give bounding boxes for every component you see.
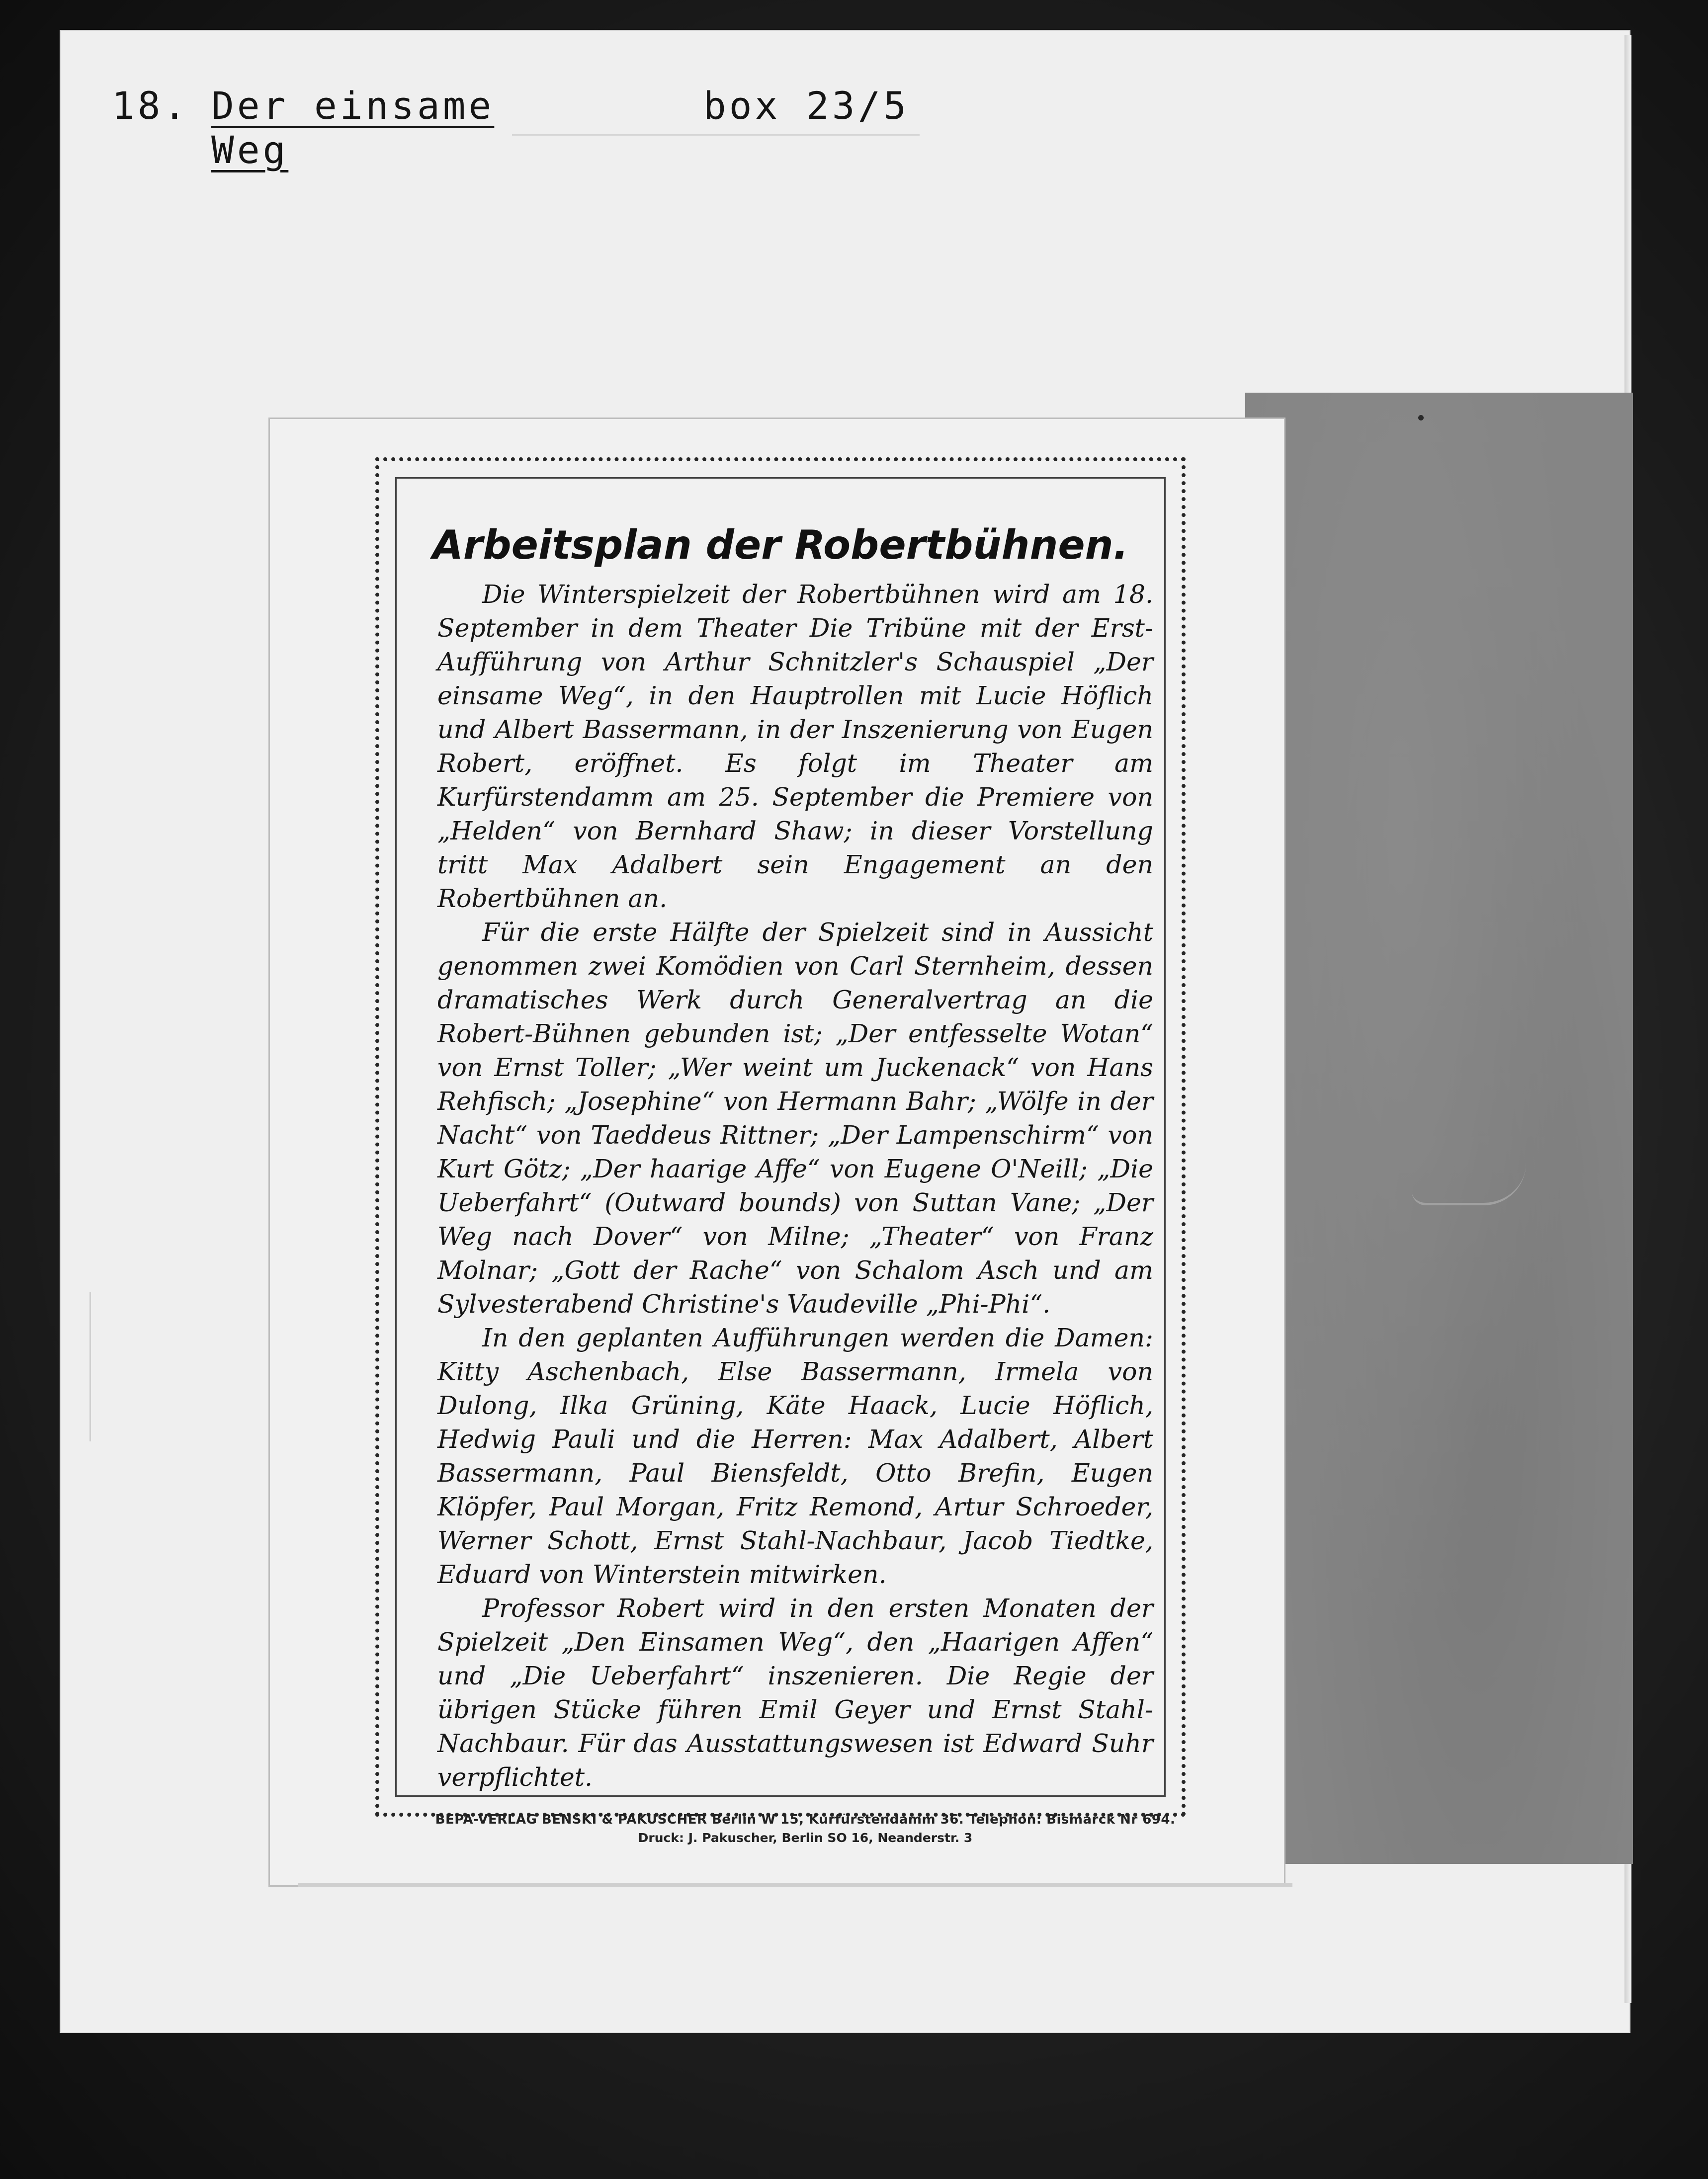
card-number: 18. xyxy=(112,84,189,128)
publisher-imprint xyxy=(408,1810,1203,1847)
leaflet-shadow xyxy=(298,1883,1292,1887)
paragraph-ensemble: In den geplanten Aufführungen werden die Damen: Kitty Aschenbach, Else Bassermann, Irmela von Dulong, Ilka Grüning, Käte Haack, Lucie Höflich, Hedwig Pauli und die Herren: Max Adalbert, Albert Bassermann, Paul Biensfeldt, Otto Brefin, Eugen Klöpfer, Paul Morgan, Fritz Remond, Artur Schroeder, Werner Schott, Ernst Stahl-Nachbaur, Jacob Tiedtke, Eduard von Winterstein mitwirken. xyxy=(437,1323,1153,1589)
paragraph-season-opening: Die Winterspielzeit der Robertbühnen wird am 18. September in dem Theater Die Tribüne mit der Erst-Aufführung von Arthur Schnitzler's Schauspiel „Der einsame Weg“, in den Hauptrollen mit Lucie Höflich und Albert Bassermann, in der Inszenierung von Eugen Robert, eröffnet. Es folgt im Theater am Kurfürstendamm am 25. September die Premiere von „Helden“ von Bernhard Shaw; in dieser Vorstellung tritt Max Adalbert sein Engagement an den Robertbühnen an. xyxy=(437,580,1153,913)
imprint-publisher: BEPA-VERLAG BENSKI & PAKUSCHER Berlin W 15, Kurfürstendamm 36. Telephon: Bismarck Nr 694. xyxy=(435,1812,1176,1827)
card-title: Der einsame Weg xyxy=(211,84,495,172)
paragraph-direction: Professor Robert wird in den ersten Monaten der Spielzeit „Den Einsamen Weg“, den „Haarigen Affen“ und „Die Ueberfahrt“ inszenieren. Die Regie der übrigen Stücke führen Emil Geyer und Ernst Stahl-Nachbaur. Für das Ausstattungswesen ist Edward Suhr verpflichtet. xyxy=(437,1593,1153,1792)
leaflet-title: Arbeitsplan der Robertbühnen. xyxy=(432,522,1128,568)
leaflet-body xyxy=(437,578,1153,1794)
card-header xyxy=(112,84,910,172)
imprint-printer: Druck: J. Pakuscher, Berlin SO 16, Neanderstr. 3 xyxy=(638,1831,973,1845)
dust-speck xyxy=(1418,415,1424,420)
faint-rule xyxy=(512,134,920,136)
card-mark xyxy=(89,1292,97,1441)
paragraph-repertoire: Für die erste Hälfte der Spielzeit sind in Aussicht genommen zwei Komödien von Carl Sternheim, dessen dramatisches Werk durch Generalvertrag an die Robert-Bühnen gebunden ist; „Der entfesselte Wotan“ von Ernst Toller; „Wer weint um Juckenack“ von Hans Rehfisch; „Josephine“ von Hermann Bahr; „Wölfe in der Nacht“ von Taeddeus Rittner; „Der Lampenschirm“ von Kurt Götz; „Der haarige Affe“ von Eugene O'Neill; „Die Ueberfahrt“ (Outward bounds) von Suttan Vane; „Der Weg nach Dover“ von Milne; „Theater“ von Franz Molnar; „Gott der Rache“ von Schalom Asch und am Sylvesterabend Christine's Vaudeville „Phi-Phi“. xyxy=(437,918,1153,1319)
box-reference: box 23/5 xyxy=(703,84,910,128)
grey-backing-panel xyxy=(1245,393,1633,1864)
